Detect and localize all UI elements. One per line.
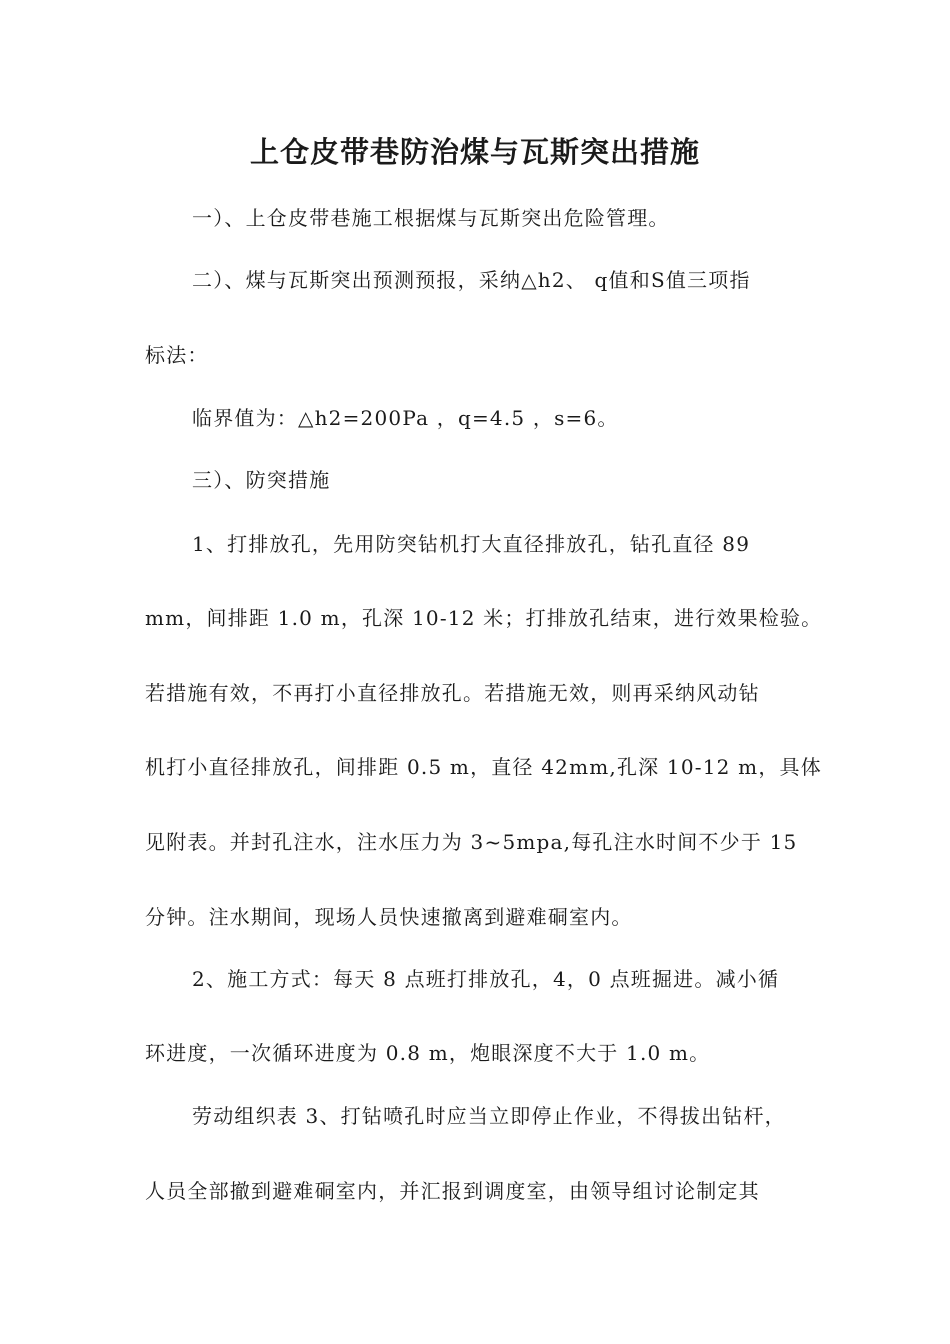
paragraph-line-11: 分钟。注水期间，现场人员快速撤离到避难硐室内。: [145, 905, 633, 929]
paragraph-line-7: mm，间排距 1.0 m，孔深 10-12 米；打排放孔结束，进行效果检验。: [145, 606, 823, 630]
paragraph-line-9: 机打小直径排放孔，间排距 0.5 m，直径 42mm,孔深 10-12 m，具体: [145, 755, 822, 779]
paragraph-line-12: 2、施工方式：每天 8 点班打排放孔，4，0 点班掘进。减小循: [192, 967, 780, 991]
paragraph-line-10: 见附表。并封孔注水，注水压力为 3~5mpa,每孔注水时间不少于 15: [145, 830, 798, 854]
paragraph-line-14: 劳动组织表 3、打钻喷孔时应当立即停止作业，不得拔出钻杆，: [192, 1104, 786, 1128]
paragraph-line-6: 1、打排放孔，先用防突钻机打大直径排放孔，钻孔直径 89: [192, 532, 751, 556]
paragraph-line-8: 若措施有效，不再打小直径排放孔。若措施无效，则再采纳风动钻: [145, 681, 760, 705]
document-title: 上仓皮带巷防治煤与瓦斯突出措施: [249, 135, 700, 169]
paragraph-line-2: 二）、煤与瓦斯突出预测预报，采纳△h2、 q值和S值三项指: [192, 268, 751, 292]
paragraph-line-3: 标法：: [145, 343, 209, 367]
paragraph-line-1: 一）、上仓皮带巷施工根据煤与瓦斯突出危险管理。: [192, 206, 670, 230]
paragraph-line-5: 三）、防突措施: [192, 468, 331, 492]
paragraph-line-13: 环进度，一次循环进度为 0.8 m，炮眼深度不大于 1.0 m。: [145, 1041, 711, 1065]
paragraph-line-4: 临界值为：△h2=200Pa ，q=4.5 ，s=6。: [192, 406, 619, 430]
paragraph-line-15: 人员全部撤到避难硐室内，并汇报到调度室，由领导组讨论制定其: [145, 1179, 760, 1203]
